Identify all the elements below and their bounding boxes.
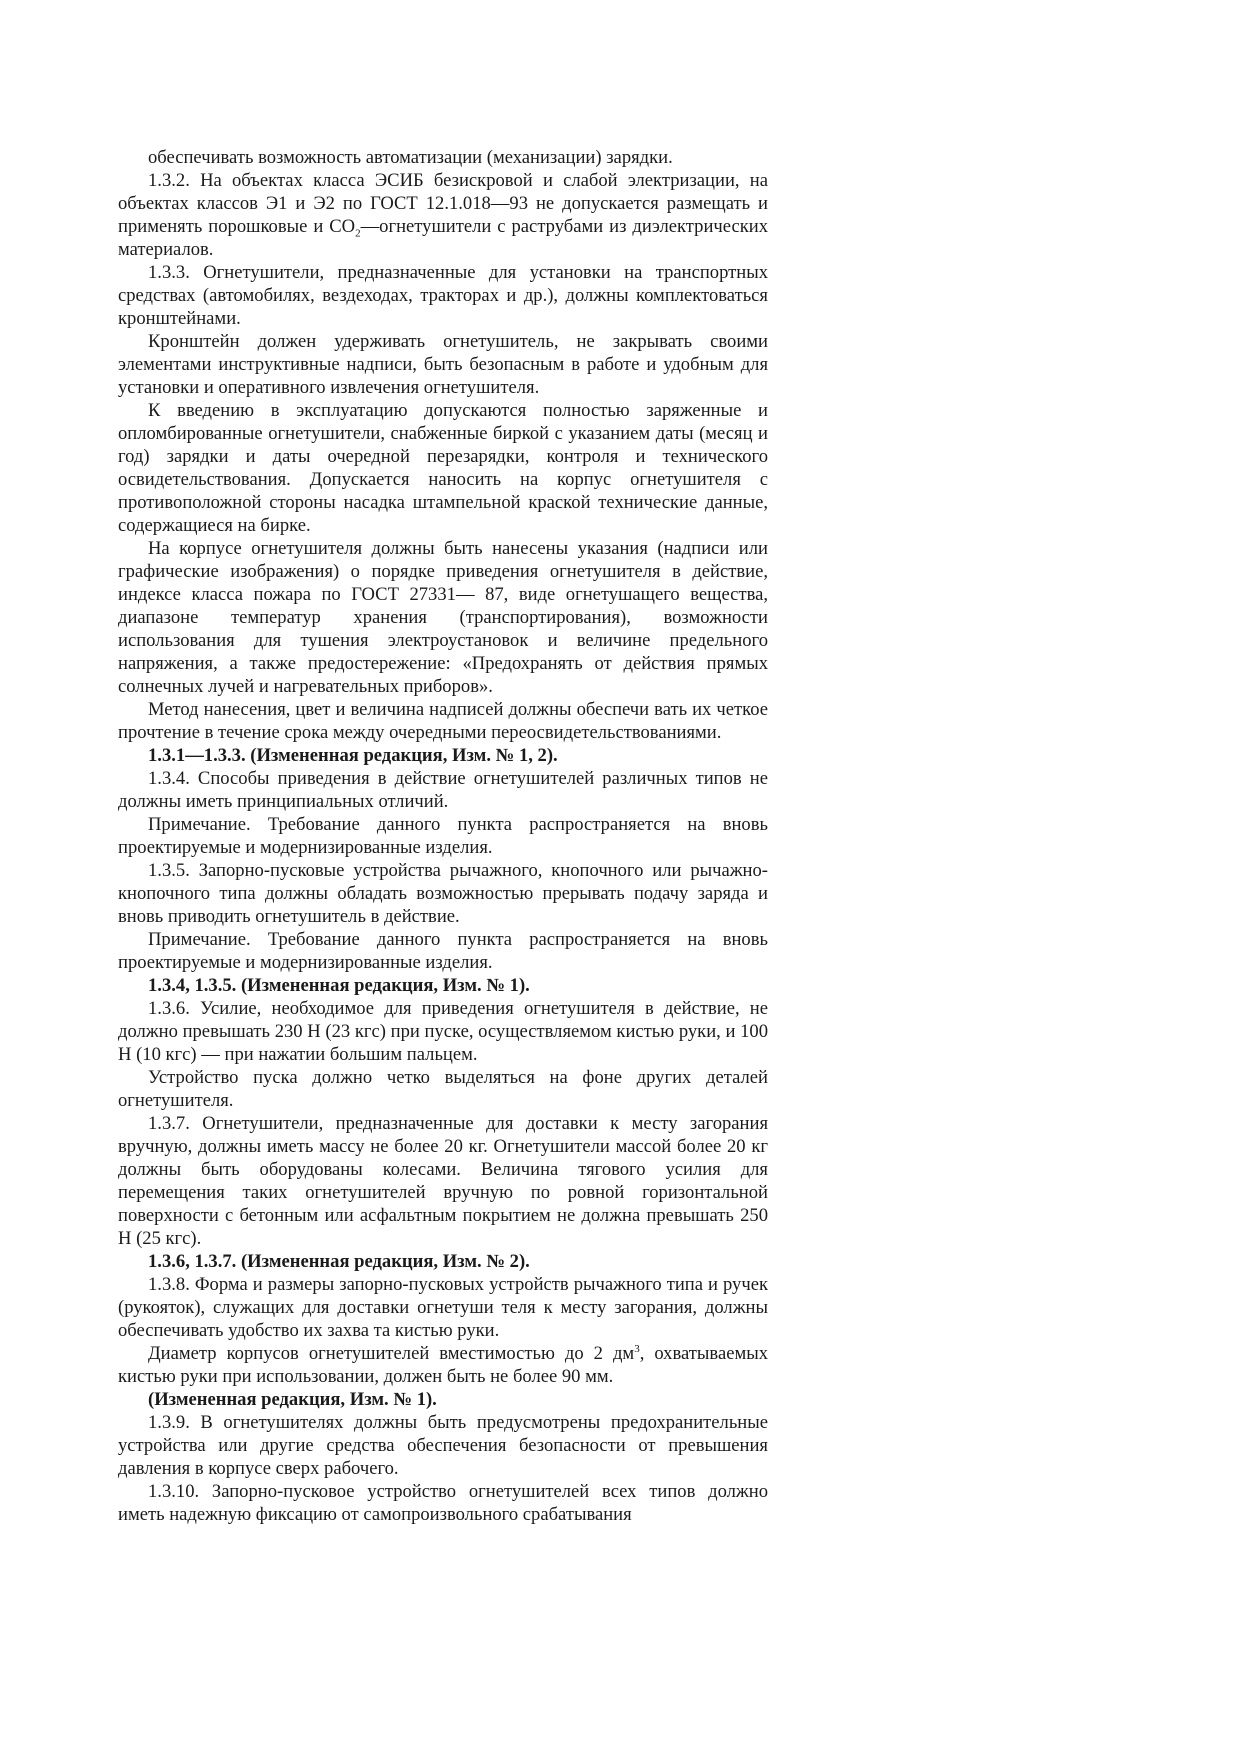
paragraph-marking-method: Метод нанесения, цвет и величина надписей должны обеспечи вать их четкое прочтение в течение срока между очередными переосвидетельствованиями. [118,699,768,743]
paragraph-1-3-7: 1.3.7. Огнетушители, предназначенные для доставки к месту загорания вручную, должны иметь массу не более 20 кг. Огнетушители массой более 20 кг должны быть оборудованы колесами. Величина тягового усилия для перемещения таких огнетушителей вручную по ровной горизонтальной поверхности с бетонным или асфальтным покрытием не должна превышать 250 Н (25 кгс). [118,1113,768,1249]
paragraph-diameter-text-b: , охватываемых кистью руки при использовании, должен быть не более 90 мм. [118,1343,769,1387]
paragraph-commissioning: К введению в эксплуатацию допускаются полностью заряженные и опломбированные огнетушители, снабженные биркой с указанием даты (месяц и год) зарядки и даты очередной перезарядки, контроля и технического освидетельствования. Допускается наносить на корпус огнетушителя с противоположной стороны насадка штампельной краской технические данные, содержащиеся на бирке. [118,400,768,536]
paragraph-1-3-2 [118,169,768,261]
paragraph-1-3-10: 1.3.10. Запорно-пусковое устройство огнетушителей всех типов должно иметь надежную фиксацию от самопроизвольного срабатывания [118,1481,768,1525]
dm3-superscript: 3 [634,1342,640,1355]
paragraph-1-3-3: 1.3.3. Огнетушители, предназначенные для установки на транспортных средствах (автомобилях, вездеходах, тракторах и др.), должны комплектоваться кронштейнами. [118,262,768,329]
paragraph-1-3-5: 1.3.5. Запорно-пусковые устройства рычажного, кнопочного или рычажно-кнопочного типа должны обладать возможностью прерывать подачу заряда и вновь приводить огнетушитель в действие. [118,860,768,927]
revision-note-1-3-6: 1.3.6, 1.3.7. (Измененная редакция, Изм. № 2). [148,1251,530,1272]
paragraph-1-3-2-text-b: —огнетушители с раструбами из диэлектрических материалов. [118,216,768,260]
paragraph-1-3-2-text-a: 1.3.2. На объектах класса ЭСИБ безискровой и слабой электризации, на объектах классов Э1 и Э2 по ГОСТ 12.1.018—93 не допускается размещать и применять порошковые и СО [118,170,768,237]
revision-note-1-3-4: 1.3.4, 1.3.5. (Измененная редакция, Изм. № 1). [148,975,530,996]
revision-note-diameter: (Измененная редакция, Изм. № 1). [148,1389,437,1410]
paragraph-body-markings: На корпусе огнетушителя должны быть нанесены указания (надписи или графические изображения) о порядке приведения огнетушителя в действие, индексе класса пожара по ГОСТ 27331— 87, виде огнетушащего вещества, диапазоне температур хранения (транспортирования), возможности использования для тушения электроустановок и величине предельного напряжения, а также предостережение: «Предохранять от действия прямых солнечных лучей и нагревательных приборов». [118,538,768,697]
paragraph-bracket: Кронштейн должен удерживать огнетушитель, не закрывать своими элементами инструктивные надписи, быть безопасным в работе и удобным для установки и оперативного извлечения огнетушителя. [118,331,768,398]
document-page [118,146,768,1526]
paragraph-1-3-6: 1.3.6. Усилие, необходимое для приведения огнетушителя в действие, не должно превышать 230 Н (23 кгс) при пуске, осуществляемом кистью руки, и 100 Н (10 кгс) — при нажатии большим пальцем. [118,998,768,1065]
paragraph-1-3-8: 1.3.8. Форма и размеры запорно-пусковых устройств рычажного типа и ручек (рукояток), служащих для доставки огнетуши теля к месту загорания, должны обеспечивать удобство их захва та кистью руки. [118,1274,768,1341]
paragraph-1: обеспечивать возможность автоматизации (механизации) зарядки. [148,147,673,168]
paragraph-1-3-4: 1.3.4. Способы приведения в действие огнетушителей различных типов не должны иметь принципиальных отличий. [118,768,768,812]
note-1-3-5: Примечание. Требование данного пункта распространяется на вновь проектируемые и модернизированные изделия. [118,929,768,973]
co2-subscript: 2 [355,227,361,240]
paragraph-launch-device: Устройство пуска должно четко выделяться на фоне других деталей огнетушителя. [118,1067,768,1111]
paragraph-diameter [118,1342,768,1388]
revision-note-1-3-1: 1.3.1—1.3.3. (Измененная редакция, Изм. № 1, 2). [148,745,558,766]
paragraph-1-3-9: 1.3.9. В огнетушителях должны быть предусмотрены предохранительные устройства или другие средства обеспечения безопасности от превышения давления в корпусе сверх рабочего. [118,1412,768,1479]
paragraph-diameter-text-a: Диаметр корпусов огнетушителей вместимостью до 2 дм [148,1343,635,1364]
note-1-3-4: Примечание. Требование данного пункта распространяется на вновь проектируемые и модернизированные изделия. [118,814,768,858]
